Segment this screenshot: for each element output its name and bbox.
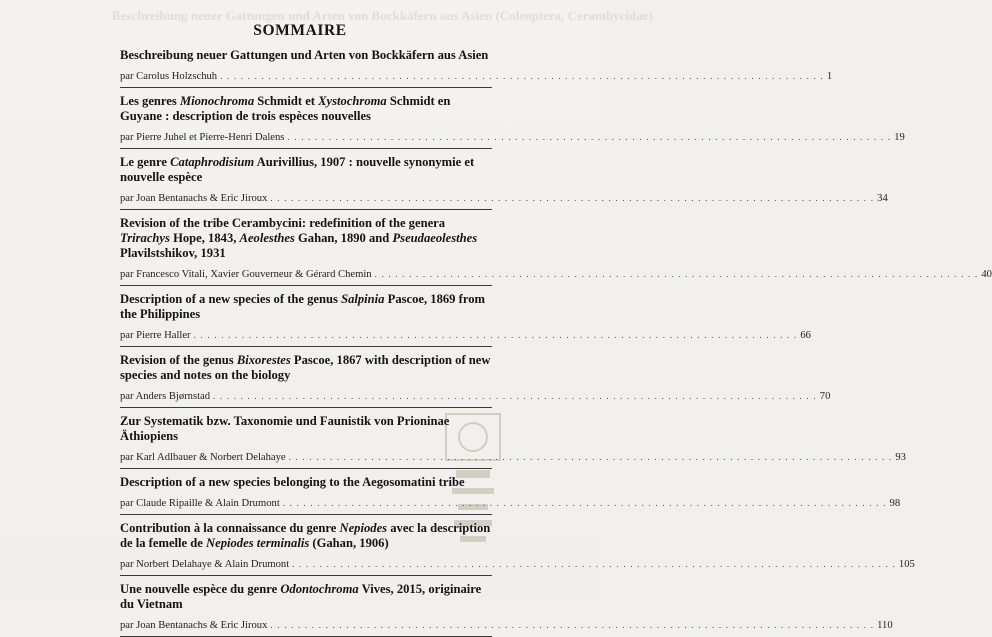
taxon-name: Nepiodes terminalis: [206, 536, 310, 550]
taxon-name: Bixorestes: [236, 353, 291, 367]
watermark-stamp-icon: [438, 410, 508, 560]
entry-author: par Claude Ripaille & Alain Drumont: [120, 498, 280, 509]
dot-leader: [287, 130, 891, 144]
taxon-name: Aeolesthes: [239, 231, 295, 245]
author-line: [120, 557, 915, 576]
taxon-name: Nepiodes: [339, 521, 388, 535]
taxon-name: Salpinia: [341, 292, 385, 306]
entry-author: par Francesco Vitali, Xavier Gouverneur & Gérard Chemin: [120, 269, 372, 280]
taxon-name: Mionochroma: [179, 94, 255, 108]
entry-title-text: Une nouvelle espèce du genre: [120, 582, 281, 596]
entry-author: par Anders Bjørnstad: [120, 391, 211, 402]
entry-title-text: Zur Systematik bzw. Taxonomie und Faunistik von Prioninae Äthiopiens: [120, 414, 450, 443]
page-title: SOMMAIRE: [253, 22, 347, 39]
entry-title-text: Pascoe, 1867 with description of new species and notes on the biology: [120, 353, 491, 382]
entry-title-text: avec la description de la femelle de: [120, 521, 491, 550]
entry-page-number: 19: [894, 132, 905, 143]
entry-title-text: Gahan, 1890 and: [294, 231, 393, 245]
entry-title-text: Vives, 2015, originaire du Vietnam: [120, 582, 482, 611]
taxon-name: Trirachys: [120, 231, 170, 245]
toc-entry: [120, 88, 905, 149]
dot-leader: [270, 618, 874, 632]
entry-page-number: 40: [981, 269, 992, 280]
entry-title-text: Plavilstshikov, 1931: [120, 246, 226, 260]
entry-title: [120, 515, 492, 551]
bleed-through-text: Beschreibung neuer Gattungen und Arten von Bockkäfern aus Asien (Coleoptera, Cerambycidae): [112, 8, 653, 23]
taxon-name: Odontochroma: [280, 582, 359, 596]
entry-title-text: Beschreibung neuer Gattungen und Arten von Bockkäfern aus Asien: [120, 48, 489, 62]
entry-title: [120, 576, 492, 612]
toc-entry: [120, 469, 901, 515]
toc-entry: [120, 286, 811, 347]
entry-page-number: 70: [819, 391, 831, 402]
entry-title: [120, 42, 492, 63]
author-line: [120, 191, 888, 210]
entry-title: [120, 408, 492, 444]
taxon-name: Cataphrodisium: [170, 155, 255, 169]
dot-leader: [194, 328, 798, 342]
toc-entry: [120, 408, 906, 469]
toc-entry: [120, 149, 888, 210]
entry-title-text: Revision of the tribe Cerambycini: redefinition of the genera: [120, 216, 446, 230]
author-line: [120, 328, 811, 347]
entry-title: [120, 286, 492, 322]
author-line: [120, 618, 893, 637]
entry-title-text: Pascoe, 1869 from the Philippines: [120, 292, 485, 321]
dot-leader: [270, 191, 874, 205]
entry-title-text: Description of a new species of the genus: [120, 292, 342, 306]
toc-entry: [120, 515, 915, 576]
entry-author: par Pierre Haller: [120, 330, 191, 341]
entry-title-text: Contribution à la connaissance du genre: [120, 521, 340, 535]
entry-author: par Joan Bentanachs & Eric Jiroux: [120, 193, 268, 204]
author-line: [120, 389, 831, 408]
entry-title: [120, 210, 492, 261]
toc-entry: [120, 210, 992, 286]
dot-leader: [375, 267, 979, 281]
entry-title-text: (Gahan, 1906): [309, 536, 389, 550]
entry-title-text: Schmidt en Guyane : description de trois espèces nouvelles: [120, 94, 451, 123]
dot-leader: [220, 69, 824, 83]
dot-leader: [292, 557, 896, 571]
entry-page-number: 34: [877, 193, 888, 204]
toc-entry: [120, 576, 893, 637]
entry-author: par Carolus Holzschuh: [120, 71, 218, 82]
author-line: [120, 267, 992, 286]
dot-leader: [283, 496, 887, 510]
taxon-name: Xystochroma: [318, 94, 387, 108]
entry-page-number: 1: [826, 71, 833, 82]
entry-title: [120, 347, 492, 383]
author-line: [120, 496, 901, 515]
entry-author: par Karl Adlbauer & Norbert Delahaye: [120, 452, 286, 463]
toc-entry: [120, 42, 833, 88]
entry-author: par Norbert Delahaye & Alain Drumont: [120, 559, 290, 570]
entry-title-text: Hope, 1843,: [169, 231, 240, 245]
entry-title-text: Aurivillius, 1907 : nouvelle synonymie et nouvelle espèce: [120, 155, 475, 184]
entry-title: [120, 149, 492, 185]
author-line: [120, 69, 833, 88]
entry-title: [120, 88, 492, 124]
entry-author: par Joan Bentanachs & Eric Jiroux: [120, 620, 268, 631]
entry-page-number: 93: [895, 452, 906, 463]
entry-page-number: 105: [898, 559, 915, 570]
author-line: [120, 130, 905, 149]
author-line: [120, 450, 906, 469]
taxon-name: Pseudaeolesthes: [392, 231, 478, 245]
toc-entry: [120, 347, 831, 408]
table-of-contents: [120, 42, 992, 637]
entry-page-number: 98: [889, 498, 901, 509]
entry-title-text: Schmidt et: [254, 94, 319, 108]
entry-author: par Pierre Juhel et Pierre-Henri Dalens: [120, 132, 285, 143]
entry-title-text: Description of a new species belonging to the Aegosomatini tribe: [120, 475, 465, 489]
entry-title-text: Revision of the genus: [120, 353, 237, 367]
dot-leader: [289, 450, 893, 464]
entry-page-number: 66: [800, 330, 811, 341]
entry-title-text: Les genres: [120, 94, 180, 108]
entry-title: [120, 469, 492, 490]
entry-page-number: 110: [877, 620, 893, 631]
dot-leader: [213, 389, 817, 403]
entry-title-text: Le genre: [120, 155, 171, 169]
